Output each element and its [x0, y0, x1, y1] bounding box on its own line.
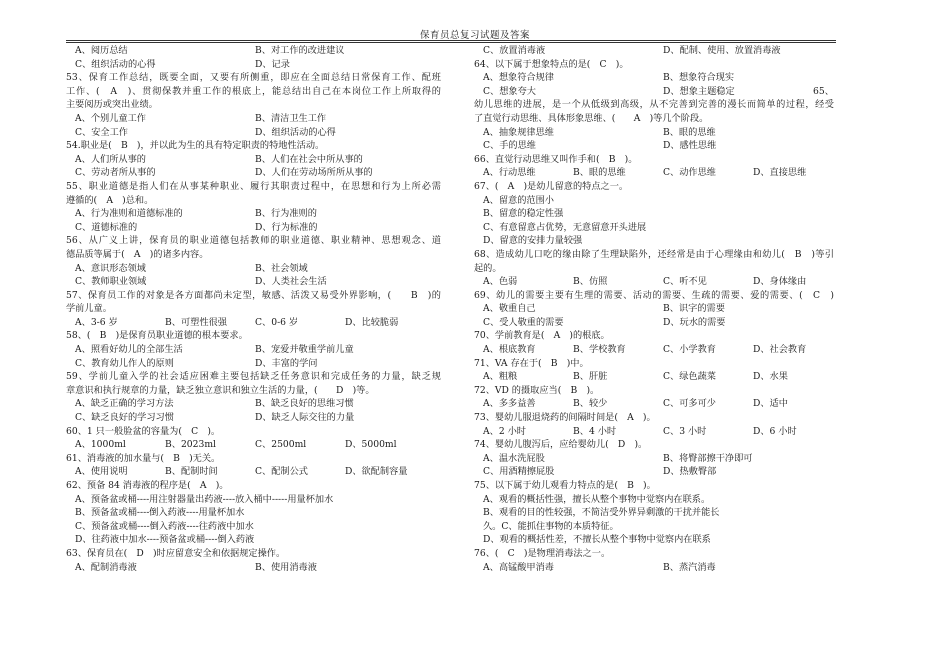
answer-options: [474, 126, 834, 140]
option-text: A、使用说明: [75, 466, 128, 478]
question-line: B、预备盆或桶----倒入药液----用量杯加水: [75, 507, 245, 519]
option-text: A、敬重自己: [483, 303, 536, 315]
right-column: [474, 44, 834, 574]
option-text: B、较少: [573, 398, 608, 410]
answer-options: [66, 58, 441, 72]
option-text: C、放置消毒液: [483, 45, 546, 56]
question-line: 58、( B )是保育员职业道德的根本要求。: [66, 330, 248, 342]
option-text: D、配制、使用、放置消毒液: [663, 45, 781, 56]
option-text: C、2500ml: [255, 439, 307, 451]
answer-options: [66, 166, 441, 180]
option-text: D、人们在劳动场所所从事的: [255, 167, 373, 179]
answer-options: [66, 316, 441, 330]
question-line: D、观看的概括性差，不擅长从整个事物中觉察内在联系: [483, 534, 711, 546]
answer-options: [474, 275, 834, 289]
question-line: D、留意的安排力量较强: [483, 235, 583, 247]
option-text: B、使用消毒液: [255, 561, 317, 573]
option-text: D、记录: [255, 58, 290, 70]
option-text: A、色弱: [483, 276, 518, 288]
answer-options: [474, 316, 834, 330]
header-rule-secondary: [66, 42, 836, 43]
question-line: 学前儿童。: [66, 303, 112, 315]
question-line: 德品质等属于( A )的诸多内容。: [66, 248, 209, 260]
option-text: B、眼的思维: [573, 167, 626, 179]
question-line: 61、消毒液的加水量与( B )无关。: [66, 452, 221, 464]
option-text: A、3-6 岁: [75, 316, 118, 328]
answer-options: [66, 207, 441, 221]
option-text: D、人类社会生活: [255, 276, 327, 288]
question-line: 71、VA 存在于( B )中。: [474, 357, 589, 369]
answer-options: [66, 411, 441, 425]
option-text: D、组织活动的心得: [255, 126, 336, 138]
answer-options: [474, 71, 834, 85]
answer-options: [474, 425, 834, 439]
option-text: D、直接思维: [753, 167, 807, 179]
option-text: B、清洁卫生工作: [255, 112, 327, 124]
option-text: C、受人敬重的需要: [483, 316, 564, 328]
option-text: A、2 小时: [483, 425, 526, 437]
page-header: 保育员总复习试题及答案: [419, 30, 530, 41]
option-text: C、配制公式: [255, 466, 308, 478]
question-line: C、预备盆或桶----倒入药液----往药液中加水: [75, 520, 254, 532]
answer-options: [474, 44, 834, 58]
option-text: A、行动思维: [483, 167, 536, 179]
question-line: D、往药液中加水----预备盆或桶----倒入药液: [75, 534, 255, 546]
question-line: 72、VD 的摄取应当( B )。: [474, 384, 600, 396]
answer-options: [66, 275, 441, 289]
option-text: D、社会教育: [753, 344, 807, 356]
question-line: 68、造成幼儿口吃的缘由除了生理缺陷外，还经常是由于心理缘由和幼儿( B )等引: [474, 248, 834, 260]
question-line: C、有意留意占优势，无意留意开头进展: [483, 221, 647, 233]
option-text: A、阅历总结: [75, 45, 128, 56]
option-text: C、想象夸大: [483, 85, 536, 97]
question-line: 遵循的( A )总和。: [66, 194, 154, 206]
option-text: A、缺乏正确的学习方法: [75, 398, 174, 410]
answer-options: [474, 139, 834, 153]
question-line: 幼儿思维的进展，是一个从低级到高级，从不完善到完善的漫长而简单的过程，经受: [474, 99, 834, 111]
question-line: 53、保育工作总结，既要全面，又要有所侧重，即应在全面总结日常保育工作、配班: [66, 72, 441, 84]
option-text: A、意识形态领域: [75, 262, 146, 274]
option-text: B、想象符合现实: [663, 72, 735, 84]
question-line: 74、婴幼儿腹泻后，应给婴幼儿( D )。: [474, 439, 648, 451]
answer-options: [66, 112, 441, 126]
question-line: 起的。: [474, 262, 502, 274]
option-text: B、仿照: [573, 276, 608, 288]
answer-options: [66, 126, 441, 140]
left-column: [66, 44, 441, 574]
option-text: B、眼的思维: [663, 126, 716, 138]
option-text: D、感性思维: [663, 140, 717, 152]
option-text: A、根底教育: [483, 344, 536, 356]
option-text: A、想象符合规律: [483, 72, 554, 84]
option-text: C、教育幼儿作人的原则: [75, 357, 174, 369]
question-line: A、留意的范围小: [483, 194, 554, 206]
option-text: D、6 小时: [753, 425, 797, 437]
question-line: 70、学前教育是( A )的根底。: [474, 330, 610, 342]
option-text: A、抽象规律思维: [483, 126, 554, 138]
option-text: B、行为准则的: [255, 208, 317, 220]
question-line: 57、保育员工作的对象是各方面都尚未定型，敏感、活泼又易受外界影响，( B )的: [66, 289, 441, 301]
answer-options: [66, 262, 441, 276]
option-text: C、听不见: [663, 276, 707, 288]
option-text: B、社会领域: [255, 262, 308, 274]
answer-options: [474, 561, 834, 575]
option-text: D、热敷臀部: [663, 466, 717, 478]
answer-options: [66, 357, 441, 371]
question-line: 59、学前儿童入学的社会适应困难主要包括缺乏任务意识和完成任务的力量，缺乏规: [66, 371, 441, 383]
option-text: D、想象主题稳定: [663, 85, 735, 97]
question-line: 76、( C )是物理消毒法之一。: [474, 547, 611, 559]
option-text: A、1000ml: [75, 439, 126, 451]
option-text: B、将臀部擦干净即可: [663, 452, 753, 464]
option-text: D、比较脆弱: [345, 316, 399, 328]
answer-options: [66, 44, 441, 58]
option-text: D、缺乏人际交往的力量: [255, 412, 355, 424]
option-text: B、宠爱并敬重学前儿童: [255, 344, 354, 356]
answer-options: [474, 166, 834, 180]
option-text: B、人们在社会中所从事的: [255, 153, 363, 165]
option-text: A、多多益善: [483, 398, 536, 410]
option-text: C、道德标准的: [75, 221, 138, 233]
option-text: D、玩水的需要: [663, 316, 726, 328]
option-text: C、绿色蔬菜: [663, 371, 716, 383]
question-line: 55、职业道德是指人们在从事某种职业、履行其职责过程中，在思想和行为上所必需: [66, 180, 441, 192]
option-text: D、行为标准的: [255, 221, 318, 233]
question-line: 了直觉行动思维、具体形象思维、( A )等几个阶段。: [474, 112, 709, 124]
question-line: 工作、( A )、贯彻保教并重工作的根底上，能总结出自己在本岗位工作上所取得的: [66, 85, 441, 97]
question-line: 56、从广义上讲，保育员的职业道德包括教师的职业道德、职业精神、思想观念、道: [66, 235, 441, 247]
option-text: B、肝脏: [573, 371, 608, 383]
answer-options: [66, 438, 441, 452]
option-text: C、劳动者所从事的: [75, 167, 156, 179]
question-line: 60、1 只一般脸盆的容量为( C )。: [66, 425, 221, 437]
question-line: A、预备盆或桶----用注射器量出药液----放入桶中-----用量杯加水: [75, 493, 334, 505]
answer-options: [474, 370, 834, 384]
option-text: D、身体缘由: [753, 276, 807, 288]
header-rule: [66, 40, 836, 41]
answer-options: [66, 561, 441, 575]
answer-options: [474, 452, 834, 466]
answer-options: [66, 221, 441, 235]
answer-options: [474, 302, 834, 316]
option-text: C、手的思维: [483, 140, 536, 152]
question-line: A、观看的概括性强，擅长从整个事物中觉察内在联系。: [483, 493, 711, 505]
question-line: 54.职业是( B )，并以此为生的具有特定职责的特地性活动。: [66, 140, 325, 152]
option-text: B、蒸汽消毒: [663, 561, 716, 573]
option-text: C、动作思维: [663, 167, 716, 179]
answer-options: [66, 153, 441, 167]
option-text: D、5000ml: [345, 439, 397, 451]
option-text: A、高锰酸甲消毒: [483, 561, 554, 573]
question-line: 67、( A )是幼儿留意的特点之一。: [474, 180, 629, 192]
question-line: B、留意的稳定性强: [483, 208, 564, 220]
option-text: C、可多可少: [663, 398, 716, 410]
question-line: 69、幼儿的需要主要有生理的需要、活动的需要、生疏的需要、爱的需要、( C ): [474, 289, 834, 301]
option-text: B、识字的需要: [663, 303, 725, 315]
question-line: B、观看的目的性较强，不简洁受外界异剩激的干扰并能长: [483, 507, 720, 519]
option-text: B、4 小时: [573, 425, 617, 437]
answer-options: [66, 397, 441, 411]
question-line: 久。C、能抓住事物的本质特征。: [483, 520, 619, 532]
option-text: B、学校教育: [573, 344, 626, 356]
option-text: B、对工作的改进建议: [255, 45, 345, 56]
option-text: A、人们所从事的: [75, 153, 146, 165]
option-text: C、0-6 岁: [255, 316, 299, 328]
option-text: D、水果: [753, 371, 788, 383]
question-line: 73、婴幼儿服退烧药的间隔时间是( A )。: [474, 412, 656, 424]
option-text: B、配制时间: [165, 466, 218, 478]
option-text: A、粗粮: [483, 371, 518, 383]
option-text: A、温水洗屁股: [483, 452, 545, 464]
answer-options: [474, 397, 834, 411]
question-line: 66、直觉行动思维又叫作手和( B )。: [474, 153, 638, 165]
option-text: B、可塑性很强: [165, 316, 227, 328]
question-line: 章意识和执行规章的力量，缺乏独立意识和独立生活的力量，( D )等。: [66, 384, 375, 396]
option-text: D、适中: [753, 398, 788, 410]
option-text: A、个别儿童工作: [75, 112, 146, 124]
option-text: B、缺乏良好的思维习惯: [255, 398, 354, 410]
option-text: A、配制消毒液: [75, 561, 137, 573]
option-text: D、丰富的学问: [255, 357, 318, 369]
option-text: C、安全工作: [75, 126, 128, 138]
option-text: D、欲配制容量: [345, 466, 408, 478]
option-text: A、行为准则和道德标准的: [75, 208, 183, 220]
option-text: C、教师职业领域: [75, 276, 147, 288]
option-text: C、组织活动的心得: [75, 58, 156, 70]
option-text: C、3 小时: [663, 425, 707, 437]
question-line: 63、保育员在( D )时应留意安全和依据规定操作。: [66, 547, 286, 559]
question-line: 62、预备 84 消毒液的程序是( A )。: [66, 480, 229, 491]
option-text: C、用酒精擦屁股: [483, 466, 555, 478]
answer-options: [66, 465, 441, 479]
option-text: C、小学教育: [663, 344, 716, 356]
question-line: 75、以下属于幼儿观看力特点的是( B )。: [474, 480, 656, 491]
answer-options: [66, 343, 441, 357]
question-line: 主要阅历或突出业绩。: [66, 99, 158, 111]
question-line: 64、以下属于想象特点的是( C )。: [474, 58, 629, 70]
option-text: B、2023ml: [165, 439, 216, 451]
option-text: C、缺乏良好的学习习惯: [75, 412, 174, 424]
option-text: A、照看好幼儿的全部生活: [75, 344, 183, 356]
answer-options: [474, 85, 834, 99]
option-text: 65、: [813, 85, 834, 97]
answer-options: [474, 465, 834, 479]
answer-options: [474, 343, 834, 357]
